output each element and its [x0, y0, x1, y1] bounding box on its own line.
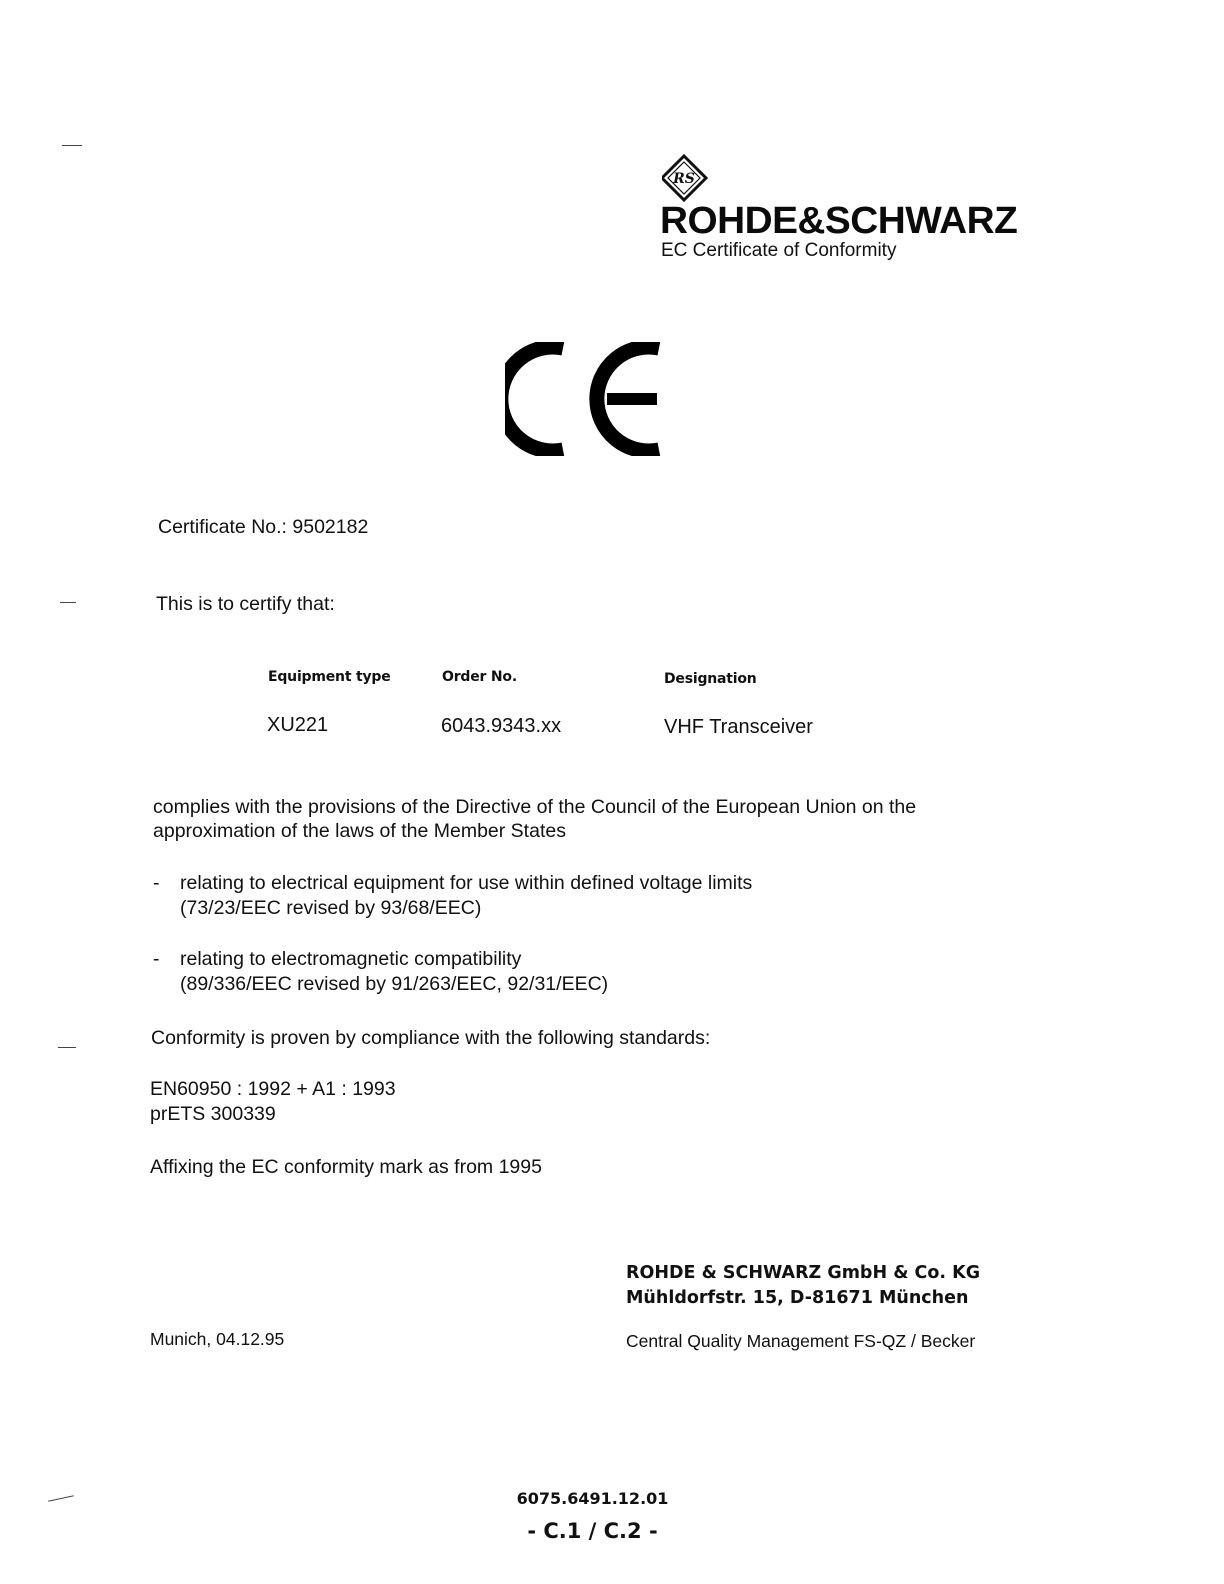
- logo-monogram: RS: [673, 171, 695, 187]
- complies-line: approximation of the laws of the Member States: [153, 820, 566, 842]
- certificate-number: Certificate No.: 9502182: [158, 516, 369, 538]
- standard-item: prETS 300339: [150, 1103, 276, 1125]
- standards-list: [150, 1077, 396, 1127]
- ce-mark-icon: [505, 342, 665, 456]
- company-name: ROHDE & SCHWARZ GmbH & Co. KG: [626, 1263, 981, 1283]
- order-number-label: Order No.: [442, 669, 517, 685]
- order-number-value: 6043.9343.xx: [441, 715, 562, 737]
- directive-reference: (89/336/EEC revised by 91/263/EEC, 92/31/EEC): [180, 973, 609, 995]
- conformity-intro: Conformity is proven by compliance with the following standards:: [151, 1027, 711, 1049]
- bullet-dash: -: [153, 872, 160, 894]
- scan-margin-mark: [62, 145, 82, 146]
- certify-intro: This is to certify that:: [156, 593, 335, 615]
- designation-label: Designation: [664, 671, 757, 687]
- standard-item: EN60950 : 1992 + A1 : 1993: [150, 1078, 396, 1100]
- page-reference: - C.1 / C.2 -: [527, 1519, 658, 1543]
- designation-value: VHF Transceiver: [664, 716, 813, 738]
- equipment-type-value: XU221: [267, 714, 329, 736]
- document-subtitle: EC Certificate of Conformity: [661, 240, 897, 261]
- place-date: Munich, 04.12.95: [150, 1329, 285, 1349]
- complies-paragraph: [153, 795, 916, 843]
- directive-reference: (73/23/EEC revised by 93/68/EEC): [180, 897, 482, 919]
- directive-text: relating to electromagnetic compatibility: [180, 948, 522, 970]
- directive-text: relating to electrical equipment for use within defined voltage limits: [180, 872, 753, 894]
- company-block: [626, 1261, 980, 1311]
- scan-margin-mark: [60, 602, 76, 603]
- document-number: 6075.6491.12.01: [516, 1489, 669, 1508]
- quality-management: Central Quality Management FS-QZ / Becker: [626, 1331, 976, 1351]
- affixing-statement: Affixing the EC conformity mark as from 1995: [150, 1156, 542, 1178]
- bullet-dash: -: [153, 948, 160, 970]
- directive-list-item: [153, 947, 853, 999]
- rohde-schwarz-logo-icon: [662, 154, 718, 206]
- company-address: Mühldorfstr. 15, D-81671 München: [626, 1288, 969, 1308]
- equipment-type-label: Equipment type: [268, 669, 391, 685]
- brand-name: ROHDE&SCHWARZ: [660, 200, 1018, 242]
- scan-margin-mark: [58, 1047, 76, 1048]
- directive-list-item: [153, 871, 853, 923]
- complies-line: complies with the provisions of the Directive of the Council of the European Union on the: [153, 796, 917, 818]
